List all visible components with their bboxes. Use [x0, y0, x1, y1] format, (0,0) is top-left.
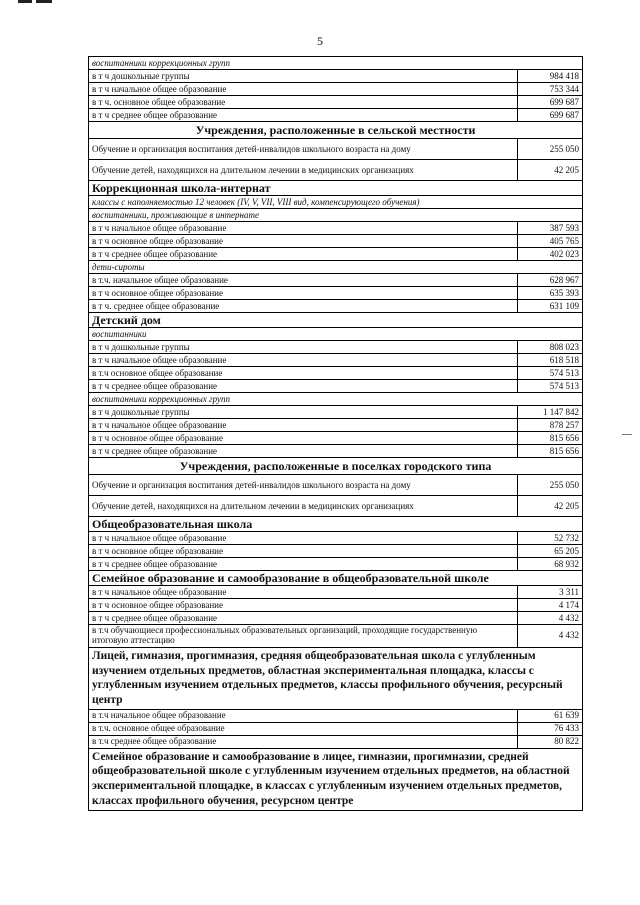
row-value: 61 639 — [518, 709, 583, 722]
row-value: 815 656 — [518, 445, 583, 458]
row-label: в т ч начальное общее образование — [89, 222, 518, 235]
row-label: в т ч основное общее образование — [89, 545, 518, 558]
row-label: Обучение и организация воспитания детей-инвалидов школьного возраста на дому — [89, 139, 518, 160]
subheading-row — [89, 328, 583, 341]
row-value: 808 023 — [518, 341, 583, 354]
section-heading-row — [89, 517, 583, 532]
section-heading-row — [89, 571, 583, 586]
table-row — [89, 248, 583, 261]
row-value: 3 311 — [518, 586, 583, 599]
table-row — [89, 380, 583, 393]
row-value: 68 932 — [518, 558, 583, 571]
section-heading-row — [89, 313, 583, 328]
row-label: Детский дом — [89, 313, 583, 328]
row-value: 699 687 — [518, 96, 583, 109]
row-label: в т.ч. основное общее образование — [89, 722, 518, 735]
row-label: Лицей, гимназия, прогимназия, средняя общеобразовательная школа с углубленным изучением отдельных предметов, областная экспериментальная площадка, классы с углубленным изучением отдельных предметов, классы профильного обучения, ресурсный центр — [89, 647, 583, 709]
row-label: в т ч начальное общее образование — [89, 586, 518, 599]
row-label: в т ч основное общее образование — [89, 235, 518, 248]
page-number: 5 — [317, 34, 323, 48]
row-value: 42 205 — [518, 496, 583, 517]
row-label: в т ч основное общее образование — [89, 287, 518, 300]
row-label: воспитанники, проживающие в интернате — [89, 209, 583, 222]
subheading-row — [89, 196, 583, 209]
table-row — [89, 109, 583, 122]
table-row — [89, 532, 583, 545]
row-label: в т ч среднее общее образование — [89, 380, 518, 393]
row-value: 4 432 — [518, 625, 583, 648]
row-label: дети-сироты — [89, 261, 583, 274]
row-label: в т ч среднее общее образование — [89, 248, 518, 261]
row-value: 984 418 — [518, 70, 583, 83]
row-label: в т ч начальное общее образование — [89, 83, 518, 96]
row-label: в т.ч. начальное общее образование — [89, 274, 518, 287]
row-value: 255 050 — [518, 475, 583, 496]
row-value: 753 344 — [518, 83, 583, 96]
table-row — [89, 445, 583, 458]
table-row — [89, 432, 583, 445]
row-value: 402 023 — [518, 248, 583, 261]
table-row — [89, 96, 583, 109]
row-value: 635 393 — [518, 287, 583, 300]
row-value: 878 257 — [518, 419, 583, 432]
row-value: 42 205 — [518, 160, 583, 181]
service-row — [89, 475, 583, 496]
table-row — [89, 70, 583, 83]
row-label: Обучение и организация воспитания детей-инвалидов школьного возраста на дому — [89, 475, 518, 496]
subheading-row — [89, 261, 583, 274]
row-label: классы с наполняемостью 12 человек (IV, V, VII, VIII вид, компенсирующего обучения) — [89, 196, 583, 209]
row-value: 574 513 — [518, 380, 583, 393]
row-value: 387 593 — [518, 222, 583, 235]
row-label: Семейное образование и самообразование в лицее, гимназии, прогимназии, средней общеобразовательной школе с углубленным изучением отдельных предметов, на областной экспериментальной площадке, в классах с углубленным изучением отдельных предметов, классах профильного обучения, ресурсном центре — [89, 748, 583, 810]
table-row — [89, 235, 583, 248]
row-label: в т.ч среднее общее образование — [89, 735, 518, 748]
row-label: Учреждения, расположенные в поселках городского типа — [89, 458, 583, 475]
row-label: в т.ч обучающиеся профессиональных образовательных организаций, проходящие государственную итоговую аттестацию — [89, 625, 518, 648]
table-row — [89, 274, 583, 287]
row-label: в т ч основное общее образование — [89, 432, 518, 445]
table-row — [89, 545, 583, 558]
row-value: 65 205 — [518, 545, 583, 558]
table-row — [89, 722, 583, 735]
row-value: 628 967 — [518, 274, 583, 287]
row-label: в т.ч начальное общее образование — [89, 709, 518, 722]
subheading-row — [89, 209, 583, 222]
table-row — [89, 354, 583, 367]
table-row — [89, 300, 583, 313]
row-label: Обучение детей, находящихся на длительном лечении в медицинских организациях — [89, 496, 518, 517]
row-label: в т ч среднее общее образование — [89, 558, 518, 571]
row-label: воспитанники коррекционных групп — [89, 57, 583, 70]
section-heading-row — [89, 748, 583, 810]
row-value: 52 732 — [518, 532, 583, 545]
section-heading-row — [89, 647, 583, 709]
table-row — [89, 709, 583, 722]
table-row — [89, 612, 583, 625]
table-row — [89, 419, 583, 432]
scan-corner-mark — [18, 0, 58, 3]
scan-margin-mark — [622, 434, 632, 435]
row-label: в т ч среднее общее образование — [89, 612, 518, 625]
row-value: 574 513 — [518, 367, 583, 380]
subheading-row — [89, 393, 583, 406]
row-label: в т ч основное общее образование — [89, 599, 518, 612]
row-value: 1 147 842 — [518, 406, 583, 419]
table-row — [89, 599, 583, 612]
table-row — [89, 735, 583, 748]
table-row — [89, 341, 583, 354]
table-row — [89, 222, 583, 235]
row-label: в т ч начальное общее образование — [89, 532, 518, 545]
row-value: 4 432 — [518, 612, 583, 625]
service-row — [89, 160, 583, 181]
row-value: 631 109 — [518, 300, 583, 313]
row-label: Обучение детей, находящихся на длительном лечении в медицинских организациях — [89, 160, 518, 181]
table-row — [89, 287, 583, 300]
row-label: в т ч. среднее общее образование — [89, 300, 518, 313]
row-value: 618 518 — [518, 354, 583, 367]
row-label: в т ч начальное общее образование — [89, 354, 518, 367]
row-value: 80 822 — [518, 735, 583, 748]
service-row — [89, 496, 583, 517]
row-label: в т ч среднее общее образование — [89, 109, 518, 122]
budget-norms-table — [88, 56, 583, 811]
table-row — [89, 558, 583, 571]
row-label: в т ч среднее общее образование — [89, 445, 518, 458]
row-label: в т ч начальное общее образование — [89, 419, 518, 432]
row-label: в т ч дошкольные группы — [89, 406, 518, 419]
table-row — [89, 406, 583, 419]
row-value: 815 656 — [518, 432, 583, 445]
row-label: в т.ч основное общее образование — [89, 367, 518, 380]
table-row — [89, 586, 583, 599]
row-label: воспитанники коррекционных групп — [89, 393, 583, 406]
table-row — [89, 83, 583, 96]
row-value: 699 687 — [518, 109, 583, 122]
row-label: Коррекционная школа-интернат — [89, 181, 583, 196]
row-label: Общеобразовательная школа — [89, 517, 583, 532]
row-value: 76 433 — [518, 722, 583, 735]
row-label: в т ч дошкольные группы — [89, 341, 518, 354]
section-heading-row — [89, 181, 583, 196]
category-heading-row — [89, 122, 583, 139]
row-value: 4 174 — [518, 599, 583, 612]
row-label: Учреждения, расположенные в сельской местности — [89, 122, 583, 139]
row-label: в т ч. основное общее образование — [89, 96, 518, 109]
row-label: воспитанники — [89, 328, 583, 341]
service-row — [89, 139, 583, 160]
table-row — [89, 367, 583, 380]
row-value: 405 765 — [518, 235, 583, 248]
row-label: Семейное образование и самообразование в общеобразовательной школе — [89, 571, 583, 586]
row-label: в т ч дошкольные группы — [89, 70, 518, 83]
table-row — [89, 625, 583, 648]
subheading-row — [89, 57, 583, 70]
category-heading-row — [89, 458, 583, 475]
row-value: 255 050 — [518, 139, 583, 160]
